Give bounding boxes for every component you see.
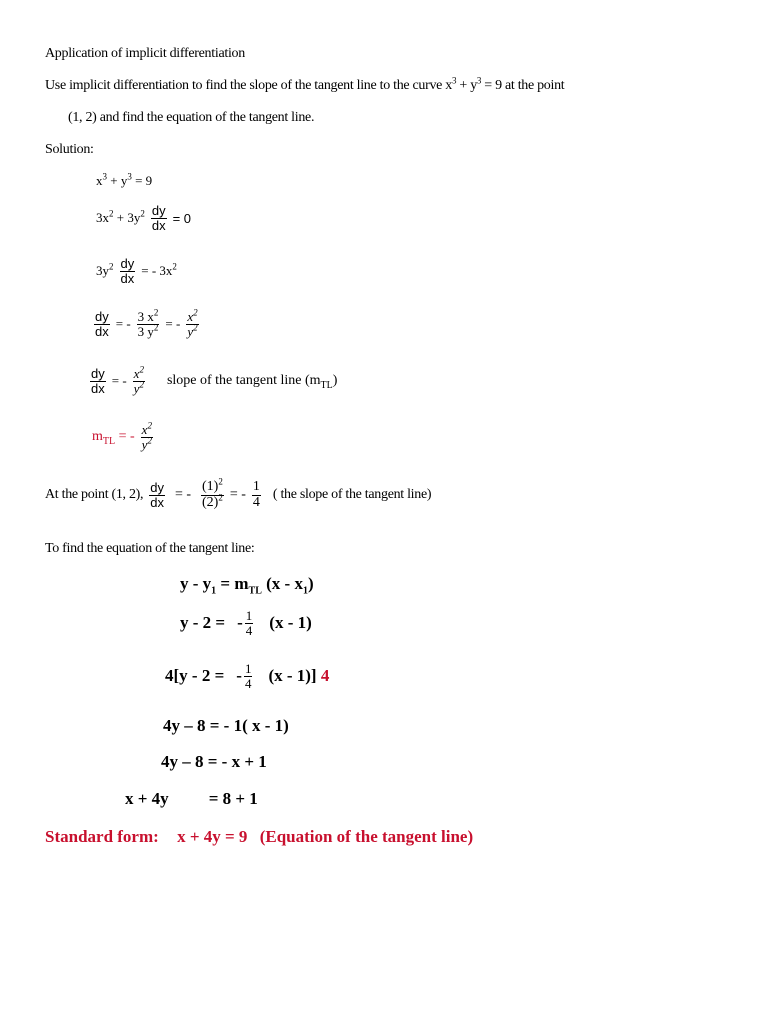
s2-dy: dy [151, 203, 166, 218]
tangent-line-3 [165, 662, 329, 690]
s6-m: m [92, 429, 103, 445]
step-3 [96, 257, 177, 285]
t1-d: ) [307, 574, 314, 593]
t1-a: y - y [180, 574, 212, 593]
t6-a: x + 4y [125, 789, 169, 808]
s2-exp1: 2 [109, 208, 114, 219]
t3-fd: 4 [244, 675, 252, 691]
tangent-line-5: 4y – 8 = - x + 1 [161, 752, 267, 771]
step-6 [92, 420, 153, 452]
t2-neg: - [237, 613, 243, 633]
exp-3a: 3 [452, 75, 457, 86]
at-point-num: (1) [202, 479, 219, 494]
tangent-line-4: 4y – 8 = - 1( x - 1) [163, 716, 289, 735]
s4-den2: y [187, 323, 194, 339]
s1-exp1: 3 [102, 171, 107, 182]
s5-label-close: ) [332, 373, 338, 389]
t3-fraction [244, 662, 253, 690]
s4-fraction-2 [186, 307, 198, 339]
s4-num2-exp: 2 [193, 307, 198, 318]
t2-fd: 4 [245, 622, 253, 638]
tangent-line-1 [180, 574, 314, 597]
s6-num-exp: 2 [147, 420, 152, 431]
problem-line-2: (1, 2) and find the equation of the tangent line. [68, 110, 315, 125]
standard-form-label: Standard form: [45, 827, 159, 846]
step-1 [96, 173, 152, 189]
t2-fn: 1 [245, 608, 253, 623]
t3-red-4: 4 [316, 666, 330, 686]
s6-sub: TL [102, 435, 116, 447]
s2-eq: = 0 [172, 210, 192, 226]
s1-y: + y [107, 173, 128, 188]
at-point-quarter-num: 1 [252, 479, 260, 494]
s3-exp2: 2 [172, 261, 177, 272]
at-point-line [45, 476, 432, 510]
s6-den: y [141, 436, 148, 452]
at-point-dy: dy [150, 480, 164, 496]
s5-num-exp: 2 [139, 364, 144, 375]
s3-rhs: = - 3x [141, 263, 173, 279]
s3-dydx-fraction [120, 257, 136, 285]
step-5 [90, 364, 338, 396]
step-4 [94, 307, 199, 339]
t6-b: = 8 + 1 [208, 789, 258, 808]
tangent-line-2 [180, 609, 312, 637]
s5-label [167, 373, 337, 389]
at-point-text: At the point (1, 2), [45, 487, 144, 503]
s4-num1-exp: 2 [153, 307, 159, 318]
s5-dy: dy [91, 366, 105, 381]
s6-eq: = - [115, 429, 135, 445]
solution-label: Solution: [45, 142, 94, 157]
t3-a: 4[y - 2 = [165, 666, 225, 686]
t3-b: (x - 1)] [268, 666, 317, 686]
s5-eq: = - [111, 373, 127, 389]
standard-form-note: (Equation of the tangent line) [259, 827, 474, 846]
s2-dx: dx [151, 217, 166, 233]
s6-num: x [141, 422, 148, 437]
problem-text-1b: + y [456, 78, 477, 93]
s5-dx: dx [91, 380, 105, 396]
s4-dx: dx [95, 323, 109, 339]
s5-fraction [133, 364, 145, 396]
s6-mtl [92, 429, 135, 445]
t1-sub3: 1 [302, 585, 308, 597]
at-point-fraction [201, 476, 224, 510]
tangent-line-6 [125, 789, 258, 809]
s1-x: x [96, 173, 103, 188]
t2-a: y - 2 = [180, 613, 226, 633]
at-point-num-exp: 2 [218, 476, 223, 487]
s6-fraction [141, 420, 153, 452]
at-point-quarter [252, 480, 261, 510]
s4-dydx-fraction [94, 310, 110, 338]
s2-exp2: 2 [140, 208, 145, 219]
problem-text-1a: Use implicit differentiation to find the slope of the tangent line to the curve x [45, 78, 452, 93]
s6-den-exp: 2 [147, 435, 152, 446]
s4-eq2: = - [165, 316, 181, 332]
at-point-den-exp: 2 [218, 492, 223, 503]
t2-fraction [245, 609, 254, 637]
s4-fraction-1 [137, 307, 160, 339]
heading: Application of implicit differentiation [45, 46, 245, 61]
at-point-note: ( the slope of the tangent line) [272, 487, 432, 503]
t3-fn: 1 [244, 661, 252, 676]
s5-den: y [133, 380, 140, 396]
at-point-dydx [149, 481, 165, 509]
s5-num: x [133, 366, 140, 381]
standard-form-line [45, 827, 473, 847]
at-point-quarter-den: 4 [252, 494, 260, 510]
to-find-text: To find the equation of the tangent line: [45, 541, 255, 556]
s1-exp2: 3 [127, 171, 132, 182]
t1-c: (x - x [261, 574, 303, 593]
s4-eq1: = - [115, 316, 131, 332]
s4-num2: x [187, 309, 194, 324]
s3-exp1: 2 [109, 261, 114, 272]
s2-term1: 3x [96, 210, 109, 226]
at-point-den: (2) [202, 494, 219, 510]
at-point-eq2: = - [229, 487, 246, 503]
s2-term2: + 3y [113, 210, 141, 226]
s3-dy: dy [120, 256, 135, 271]
t1-sub2: TL [248, 585, 262, 597]
t1-b: = m [216, 574, 249, 593]
problem-line-1 [45, 75, 565, 94]
s5-dydx-fraction [90, 367, 106, 395]
s4-den2-exp: 2 [193, 322, 198, 333]
at-point-dx: dx [150, 494, 164, 510]
s4-den1: 3 y [137, 323, 154, 339]
t2-b: (x - 1) [269, 613, 312, 633]
s4-num1: 3 x [137, 309, 154, 324]
at-point-eq1: = - [174, 487, 192, 503]
t1-sub1: 1 [211, 585, 217, 597]
step-2 [96, 204, 191, 232]
s2-dydx-fraction [151, 204, 167, 232]
s3-dx: dx [120, 270, 135, 286]
problem-text-1c: = 9 at the point [481, 78, 565, 93]
s5-label-sub: TL [320, 379, 333, 391]
s5-label-text: slope of the tangent line (m [166, 373, 321, 389]
t3-neg: - [236, 666, 242, 686]
s4-den1-exp: 2 [153, 322, 159, 333]
exp-3b: 3 [476, 75, 482, 86]
s4-dy: dy [95, 309, 109, 324]
s5-den-exp: 2 [139, 379, 144, 390]
standard-form-equation: x + 4y = 9 [177, 827, 248, 846]
s3-term: 3y [96, 263, 109, 279]
s1-eq: = 9 [131, 173, 153, 188]
